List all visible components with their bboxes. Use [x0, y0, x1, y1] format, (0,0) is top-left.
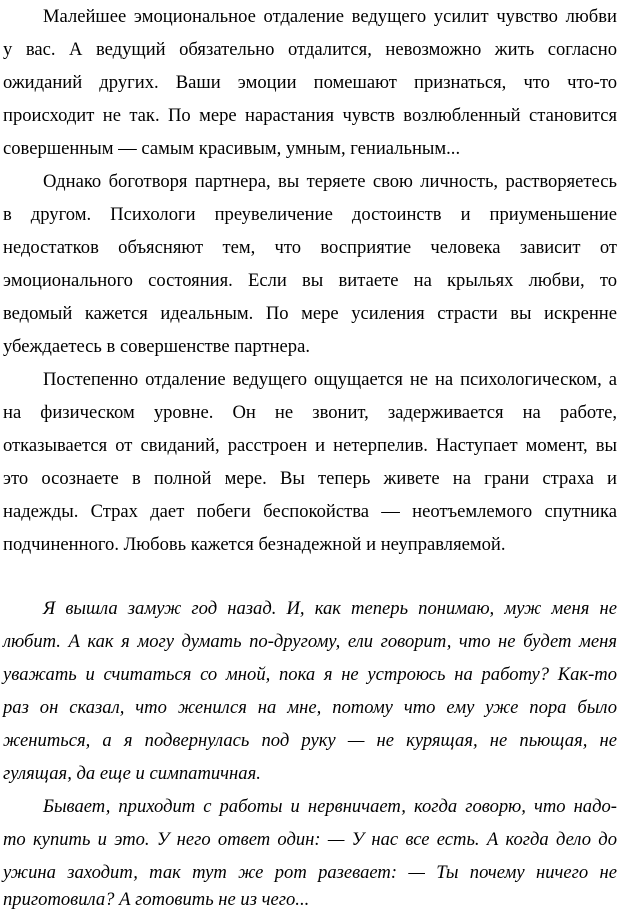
text-line: это осознаете в полной мере. Вы теперь живете на грани страха и [3, 468, 617, 489]
text-line: ведомый кажется идеальным. По мере усиления страсти вы искренне [3, 303, 617, 324]
quote-line: Я вышла замуж год назад. И, как теперь понимаю, муж меня не [43, 598, 617, 619]
text-line: Однако боготворя партнера, вы теряете свою личность, растворяетесь [43, 171, 617, 192]
quote-line: жениться, а я подвернулась под руку — не курящая, не пьющая, не [3, 730, 617, 751]
quote-line: Бывает, приходит с работы и нервничает, когда говорю, что надо- [43, 796, 617, 817]
text-line: отказывается от свиданий, расстроен и нетерпелив. Наступает момент, вы [3, 435, 617, 456]
text-line: Малейшее эмоциональное отдаление ведущего усилит чувство любви [43, 6, 617, 27]
text-line: надежды. Страх дает побеги беспокойства — неотъемлемого спутника [3, 501, 617, 522]
quote-line: приготовила? А готовить не из чего... [3, 889, 310, 910]
text-line: у вас. А ведущий обязательно отдалится, невозможно жить согласно [3, 39, 617, 60]
text-line: в другом. Психологи преувеличение достоинств и приуменьшение [3, 204, 617, 225]
text-line: эмоционального состояния. Если вы витаете на крыльях любви, то [3, 270, 617, 291]
text-line: на физическом уровне. Он не звонит, задерживается на работе, [3, 402, 617, 423]
quote-line: гулящая, да еще и симпатичная. [3, 763, 261, 784]
quote-line: раз он сказал, что женился на мне, потому что ему уже пора было [3, 697, 617, 718]
text-line: ожиданий других. Ваши эмоции помешают признаться, что что-то [3, 72, 617, 93]
quote-line: то купить и это. У него ответ один: — У нас все есть. А когда дело до [3, 829, 617, 850]
text-line: убеждаетесь в совершенстве партнера. [3, 336, 311, 357]
quote-line: уважать и считаться со мной, пока я не устроюсь на работу? Как-то [3, 664, 617, 685]
quote-line: ужина заходит, так тут же рот разевает: — Ты почему ничего не [3, 862, 617, 883]
text-line: совершенным — самым красивым, умным, гениальным... [3, 138, 461, 159]
text-line: недостатков объясняют тем, что восприятие человека зависит от [3, 237, 617, 258]
quote-line: любит. А как я могу думать по-другому, ели говорит, что не будет меня [3, 631, 617, 652]
text-line: подчиненного. Любовь кажется безнадежной и неуправляемой. [3, 534, 506, 555]
text-line: происходит не так. По мере нарастания чувств возлюбленный становится [3, 105, 617, 126]
text-line: Постепенно отдаление ведущего ощущается не на психологическом, а [43, 369, 617, 390]
